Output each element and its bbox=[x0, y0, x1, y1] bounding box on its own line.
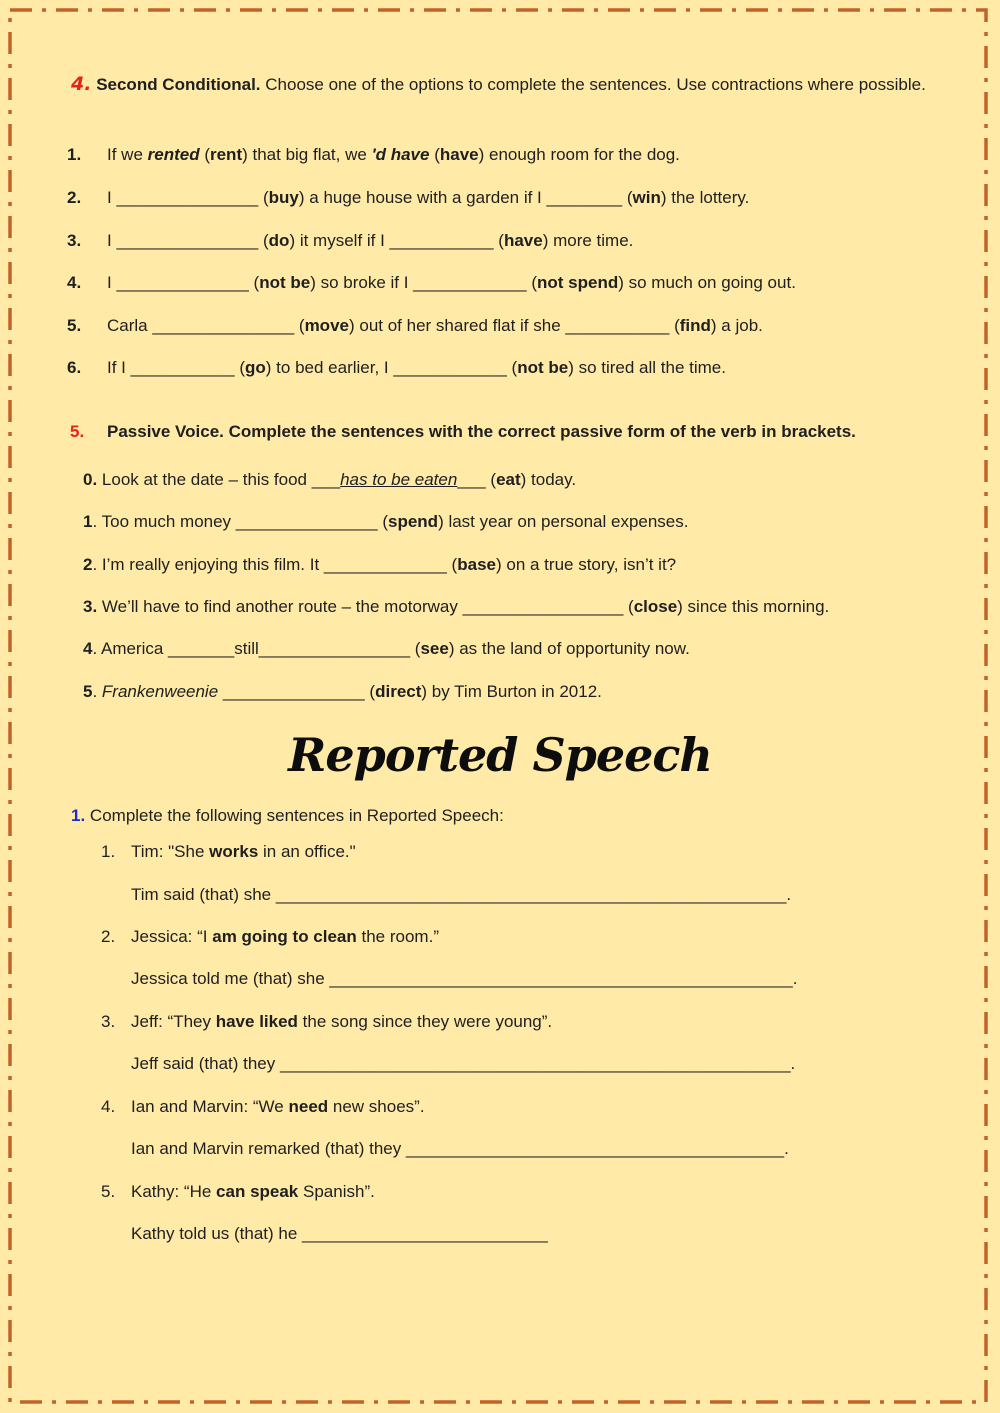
rs-item-4-quote bbox=[101, 1097, 425, 1117]
section4-instruction: Choose one of the options to complete the sentences. Use contractions where possible. bbox=[265, 75, 926, 94]
section5-number: 5. bbox=[70, 422, 85, 441]
item-text: . bbox=[92, 682, 102, 701]
item-text: ) today. bbox=[520, 470, 577, 489]
s5-item-4 bbox=[83, 639, 690, 659]
item-text: . America _______still________________ ( bbox=[92, 639, 421, 658]
rs-item-2-answer: Jessica told me (that) she _________________________________________________. bbox=[131, 969, 798, 988]
s4-item-3 bbox=[67, 231, 633, 251]
item-text: ) that big flat, we bbox=[242, 145, 372, 164]
s4-item-4 bbox=[67, 273, 796, 293]
item-number: 6. bbox=[67, 358, 82, 377]
item-text: If we bbox=[107, 145, 148, 164]
item-number: 5. bbox=[67, 316, 82, 335]
verb: need bbox=[288, 1097, 329, 1116]
s5-item-5 bbox=[83, 682, 602, 702]
verb: am going to clean bbox=[212, 927, 357, 946]
item-text: ) so much on going out. bbox=[618, 273, 796, 292]
quote-text: Spanish”. bbox=[298, 1182, 375, 1201]
rs-item-4-answer: Ian and Marvin remarked (that) they ________________________________________. bbox=[131, 1139, 789, 1158]
verb: not spend bbox=[537, 273, 619, 292]
item-text: ) a huge house with a garden if I ________ ( bbox=[298, 188, 633, 207]
verb: have liked bbox=[215, 1012, 298, 1031]
item-number: 4 bbox=[83, 639, 93, 658]
rs-item-5-answer: Kathy told us (that) he __________________________ bbox=[131, 1224, 548, 1243]
rs-item-1-quote bbox=[101, 842, 356, 862]
item-text: I _______________ ( bbox=[107, 231, 269, 250]
item-text: ___ ( bbox=[457, 470, 497, 489]
item-text: ) a job. bbox=[710, 316, 763, 335]
item-text: _______________ ( bbox=[218, 682, 376, 701]
film-title: Frankenweenie bbox=[101, 682, 219, 701]
s4-item-1 bbox=[67, 145, 680, 165]
item-text: ) more time. bbox=[542, 231, 634, 250]
verb: rent bbox=[209, 145, 243, 164]
verb: find bbox=[679, 316, 711, 335]
quote-text: Tim: "She bbox=[131, 842, 210, 861]
quote-text: Jeff: “They bbox=[131, 1012, 216, 1031]
verb: see bbox=[420, 639, 449, 658]
item-text: ) it myself if I ___________ ( bbox=[289, 231, 504, 250]
verb: win bbox=[632, 188, 661, 207]
item-number: 3. bbox=[83, 597, 98, 616]
item-text: ( bbox=[199, 145, 210, 164]
section4-header bbox=[71, 72, 931, 97]
item-text: . I’m really enjoying this film. It _____________ ( bbox=[92, 555, 458, 574]
rs-item-1-answer: Tim said (that) she ______________________________________________________. bbox=[131, 885, 792, 904]
section5-heading: Passive Voice. Complete the sentences with the correct passive form of the verb in brackets. bbox=[107, 422, 856, 441]
item-text: Look at the date – this food ___ bbox=[97, 470, 341, 489]
verb: not be bbox=[259, 273, 311, 292]
s5-item-2 bbox=[83, 555, 676, 575]
item-number: 3. bbox=[67, 231, 82, 250]
verb: buy bbox=[268, 188, 299, 207]
quote-text: new shoes”. bbox=[328, 1097, 425, 1116]
verb: close bbox=[633, 597, 678, 616]
quote-text: the song since they were young”. bbox=[297, 1012, 553, 1031]
item-text: ) the lottery. bbox=[660, 188, 750, 207]
item-text: . Too much money _______________ ( bbox=[92, 512, 388, 531]
rs-item-3-answer: Jeff said (that) they ______________________________________________________. bbox=[131, 1054, 796, 1073]
item-number: 2. bbox=[101, 927, 116, 946]
verb: do bbox=[268, 231, 290, 250]
item-text: I ______________ ( bbox=[107, 273, 260, 292]
item-text: ) by Tim Burton in 2012. bbox=[421, 682, 602, 701]
item-text: We’ll have to find another route – the motorway _________________ ( bbox=[97, 597, 634, 616]
rs-item-2-quote bbox=[101, 927, 439, 947]
verb: eat bbox=[496, 470, 521, 489]
verb: spend bbox=[388, 512, 439, 531]
item-number: 1 bbox=[83, 512, 93, 531]
verb: works bbox=[209, 842, 259, 861]
s4-item-5 bbox=[67, 316, 763, 336]
item-text: ) to bed earlier, I ____________ ( bbox=[265, 358, 518, 377]
item-text: ( bbox=[429, 145, 440, 164]
item-number: 1. bbox=[101, 842, 116, 861]
verb: not be bbox=[517, 358, 569, 377]
quote-text: Ian and Marvin: “We bbox=[131, 1097, 289, 1116]
verb: have bbox=[439, 145, 479, 164]
item-number: 2 bbox=[83, 555, 93, 574]
verb: go bbox=[245, 358, 266, 377]
quote-text: Jessica: “I bbox=[131, 927, 213, 946]
item-text: I _______________ ( bbox=[107, 188, 269, 207]
verb: have bbox=[503, 231, 543, 250]
quote-text: the room.” bbox=[356, 927, 439, 946]
s5-item-3 bbox=[83, 597, 829, 617]
section5-header bbox=[70, 422, 856, 442]
s5-item-1 bbox=[83, 512, 688, 532]
item-number: 4. bbox=[67, 273, 82, 292]
item-text: ) as the land of opportunity now. bbox=[448, 639, 690, 658]
item-text: If I ___________ ( bbox=[107, 358, 246, 377]
rs-item-5-quote bbox=[101, 1182, 375, 1202]
instruction-text: Complete the following sentences in Reported Speech: bbox=[89, 806, 504, 825]
item-number: 4. bbox=[101, 1097, 116, 1116]
section4-heading: Second Conditional. bbox=[96, 75, 261, 94]
s4-item-2 bbox=[67, 188, 749, 208]
item-text: ) out of her shared flat if she ___________ ( bbox=[348, 316, 680, 335]
item-number: 1. bbox=[67, 145, 82, 164]
item-text: ) on a true story, isn’t it? bbox=[495, 555, 677, 574]
item-number: 5. bbox=[101, 1182, 116, 1201]
reported-speech-title: Reported Speech bbox=[288, 728, 712, 782]
item-number: 0. bbox=[83, 470, 98, 489]
item-text: ) enough room for the dog. bbox=[478, 145, 680, 164]
rs-item-3-quote bbox=[101, 1012, 552, 1032]
quote-text: Kathy: “He bbox=[131, 1182, 217, 1201]
s4-item-6 bbox=[67, 358, 726, 378]
verb: base bbox=[457, 555, 496, 574]
s5-item-0 bbox=[83, 470, 576, 490]
section4-number: 4. bbox=[71, 73, 92, 95]
quote-text: in an office." bbox=[258, 842, 356, 861]
answer-example: has to be eaten bbox=[340, 470, 458, 489]
reported-number: 1. bbox=[71, 806, 86, 825]
item-text: ) since this morning. bbox=[677, 597, 830, 616]
verb: move bbox=[304, 316, 349, 335]
item-text: ) so tired all the time. bbox=[568, 358, 726, 377]
item-text: ) last year on personal expenses. bbox=[438, 512, 689, 531]
item-number: 3. bbox=[101, 1012, 116, 1031]
item-number: 2. bbox=[67, 188, 82, 207]
answer-example: 'd have bbox=[371, 145, 430, 164]
reported-instruction bbox=[71, 806, 504, 826]
answer-example: rented bbox=[147, 145, 200, 164]
verb: direct bbox=[375, 682, 422, 701]
item-text: Carla _______________ ( bbox=[107, 316, 305, 335]
item-number: 5 bbox=[83, 682, 93, 701]
verb: can speak bbox=[216, 1182, 299, 1201]
item-text: ) so broke if I ____________ ( bbox=[310, 273, 538, 292]
